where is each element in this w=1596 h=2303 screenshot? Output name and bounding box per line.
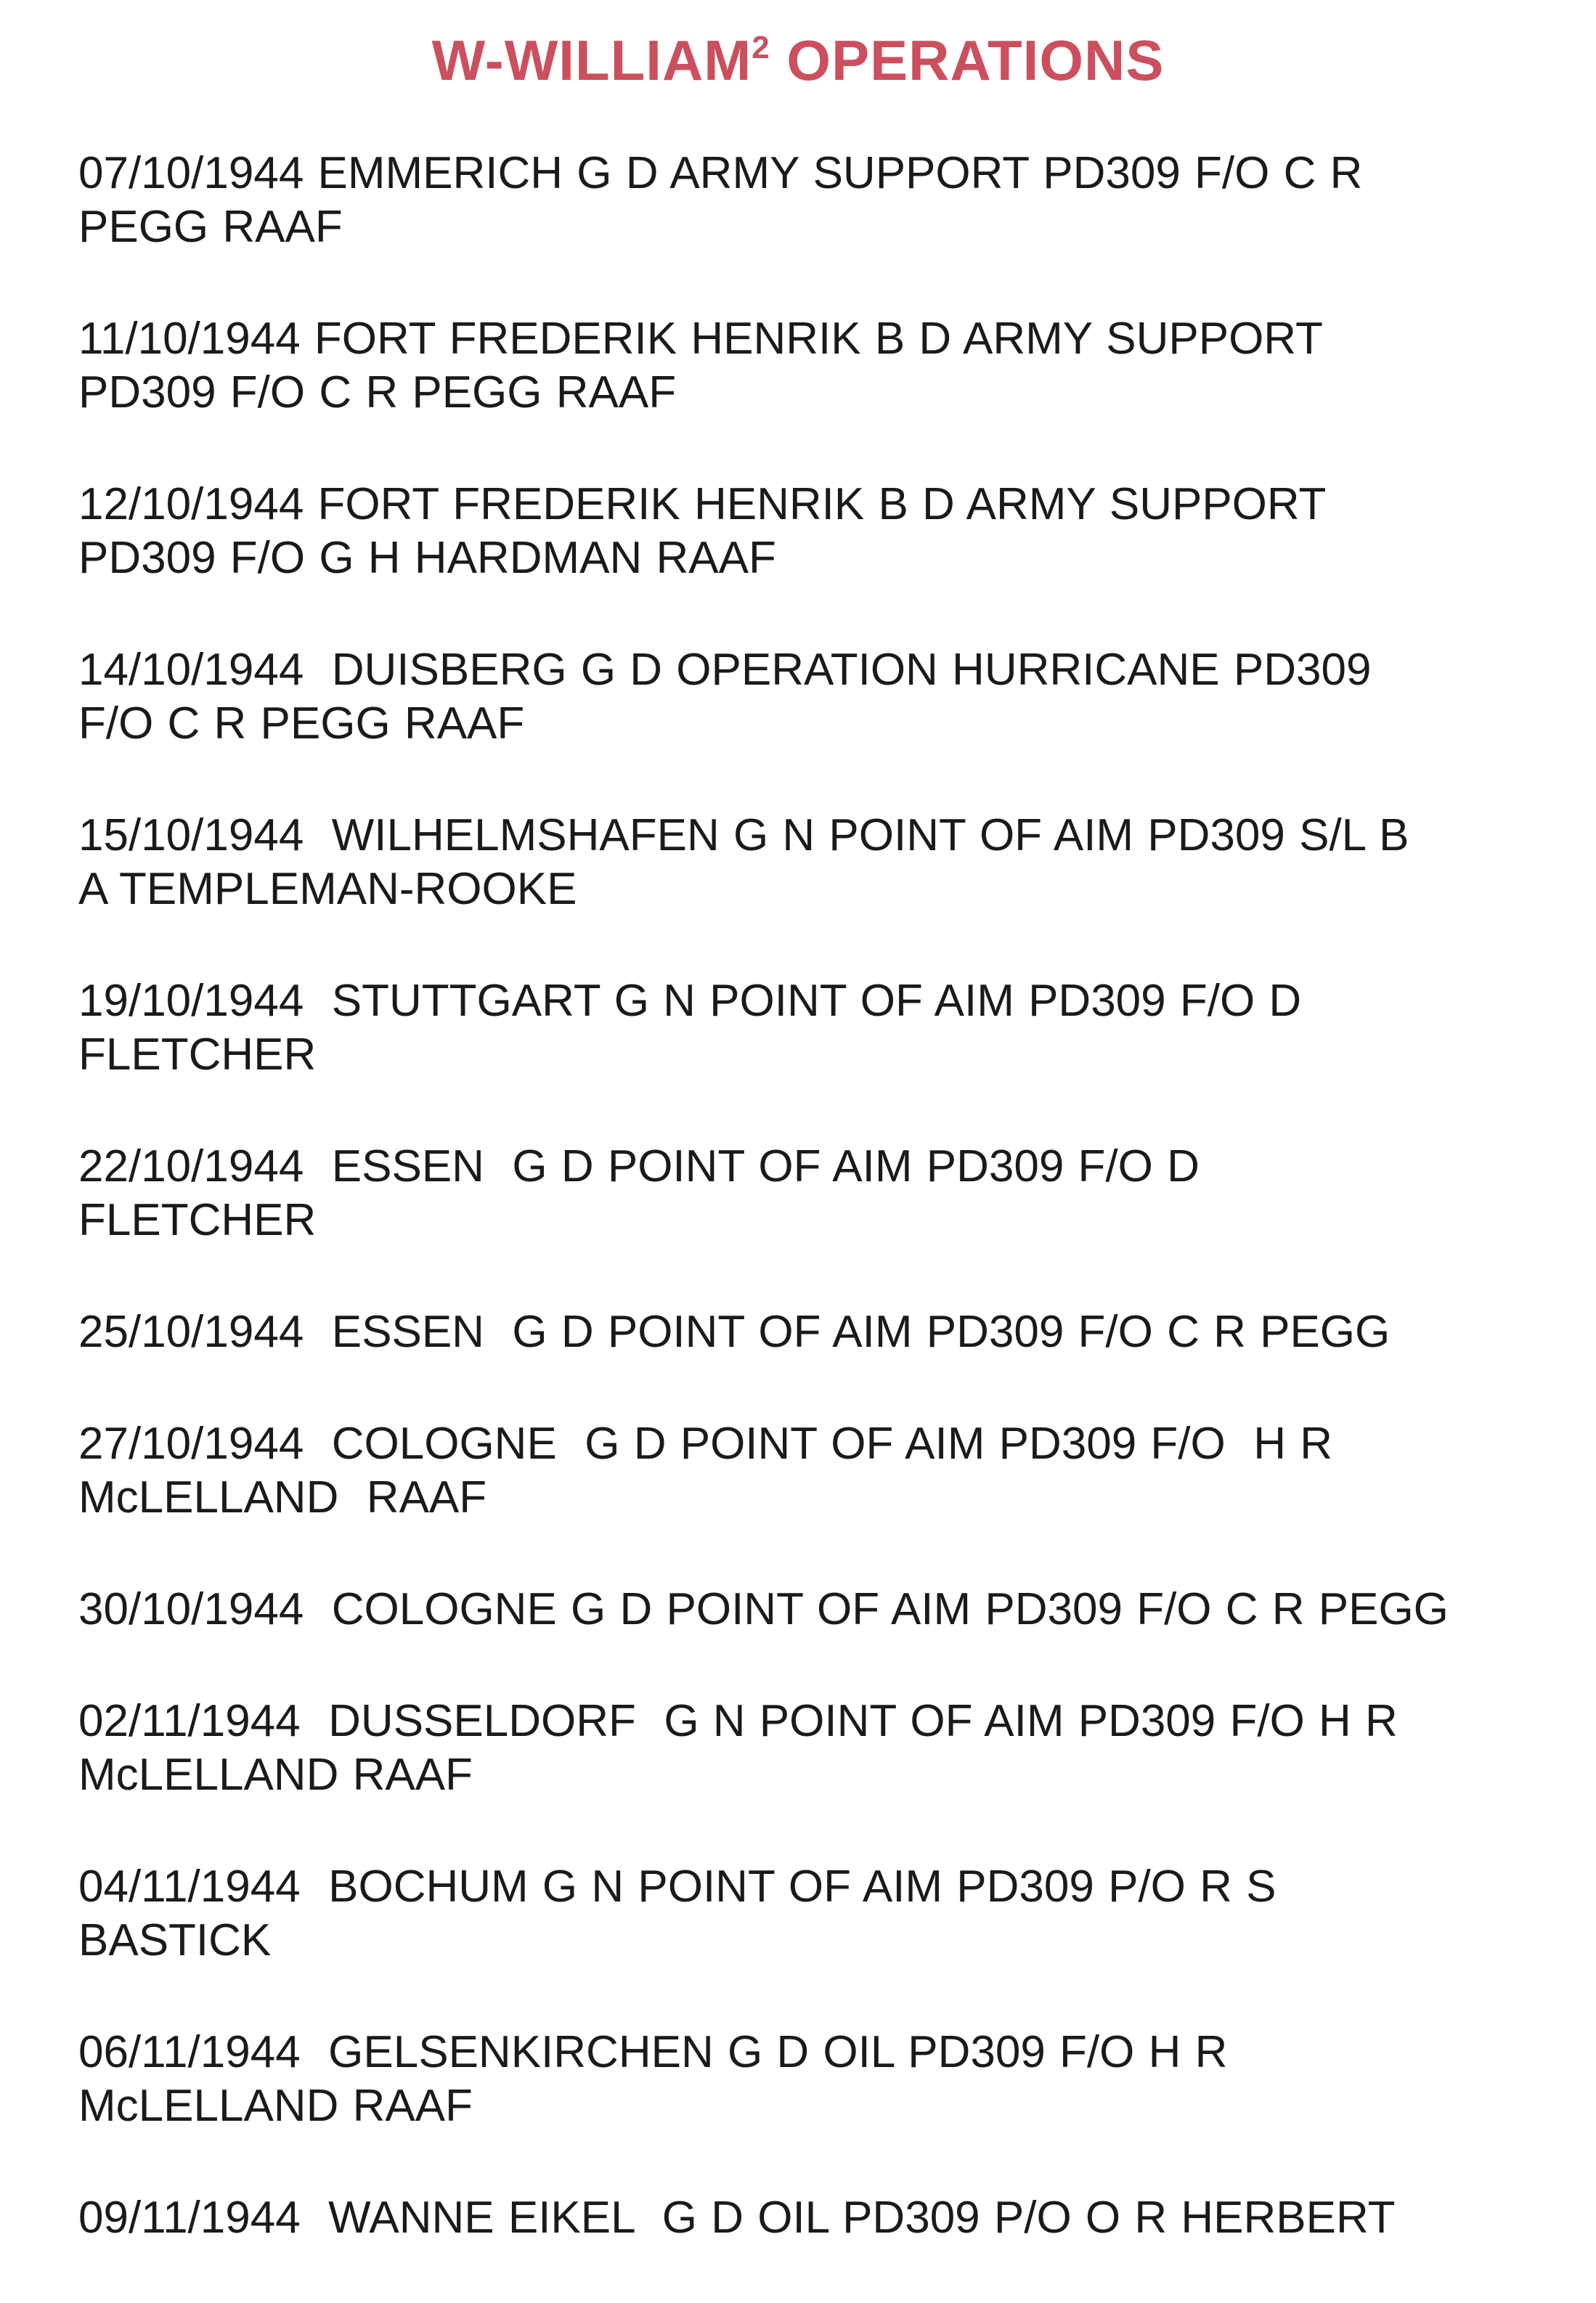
entry-line: PD309 F/O G H HARDMAN RAAF [78, 533, 776, 583]
entry-line: BASTICK [78, 1915, 272, 1965]
entry-line: F/O C R PEGG RAAF [78, 698, 525, 749]
entry-line: 07/10/1944 EMMERICH G D ARMY SUPPORT PD309 F/O C R [78, 148, 1363, 198]
entry-line: FLETCHER [78, 1195, 317, 1245]
title-superscript: 2 [752, 30, 770, 65]
operation-entry [78, 974, 1574, 1082]
operation-entry [78, 1695, 1574, 1802]
operation-entry [78, 1860, 1574, 1968]
operation-entry [78, 1140, 1574, 1247]
operation-entry [78, 312, 1574, 420]
operation-entry [78, 2026, 1574, 2133]
operation-entry [78, 147, 1574, 254]
title-rest: OPERATIONS [770, 28, 1165, 92]
entry-line: McLELLAND RAAF [78, 1750, 473, 1800]
entry-line: 30/10/1944 COLOGNE G D POINT OF AIM PD309 F/O C R PEGG [78, 1584, 1449, 1634]
entry-line: 09/11/1944 WANNE EIKEL G D OIL PD309 P/O O R HERBERT [78, 2193, 1396, 2243]
entry-line: 11/10/1944 FORT FREDERIK HENRIK B D ARMY SUPPORT [78, 314, 1323, 364]
entry-line: 22/10/1944 ESSEN G D POINT OF AIM PD309 F/O D [78, 1141, 1200, 1191]
operation-entry [78, 1417, 1574, 1525]
entry-line: 04/11/1944 BOCHUM G N POINT OF AIM PD309 P/O R S [78, 1862, 1277, 1912]
operations-list [78, 147, 1574, 2303]
entry-line: 27/10/1944 COLOGNE G D POINT OF AIM PD309 F/O H R [78, 1419, 1332, 1469]
entry-line: 25/10/1944 ESSEN G D POINT OF AIM PD309 F/O C R PEGG [78, 1307, 1391, 1357]
entry-line: FLETCHER [78, 1030, 317, 1080]
operation-entry [78, 1583, 1574, 1636]
operation-entry [78, 1305, 1574, 1359]
entry-line: 02/11/1944 DUSSELDORF G N POINT OF AIM PD309 F/O H R [78, 1696, 1398, 1746]
entry-line: PEGG RAAF [78, 202, 343, 252]
entry-line: A TEMPLEMAN-ROOKE [78, 864, 577, 914]
operation-entry [78, 809, 1574, 916]
page-title [0, 28, 1596, 94]
entry-line: 19/10/1944 STUTTGART G N POINT OF AIM PD309 F/O D [78, 976, 1302, 1026]
entry-line: PD309 F/O C R PEGG RAAF [78, 367, 677, 417]
entry-line: 15/10/1944 WILHELMSHAFEN G N POINT OF AIM PD309 S/L B [78, 810, 1409, 860]
entry-line: McLELLAND RAAF [78, 2081, 473, 2131]
operation-entry [78, 2191, 1574, 2245]
entry-line: 12/10/1944 FORT FREDERIK HENRIK B D ARMY SUPPORT [78, 479, 1327, 529]
title-main: W-WILLIAM [431, 28, 752, 92]
entry-line: 14/10/1944 DUISBERG G D OPERATION HURRICANE PD309 [78, 645, 1372, 695]
entry-line: McLELLAND RAAF [78, 1472, 487, 1523]
operation-entry [78, 643, 1574, 751]
operation-entry [78, 478, 1574, 585]
entry-line: 06/11/1944 GELSENKIRCHEN G D OIL PD309 F/O H R [78, 2027, 1228, 2077]
